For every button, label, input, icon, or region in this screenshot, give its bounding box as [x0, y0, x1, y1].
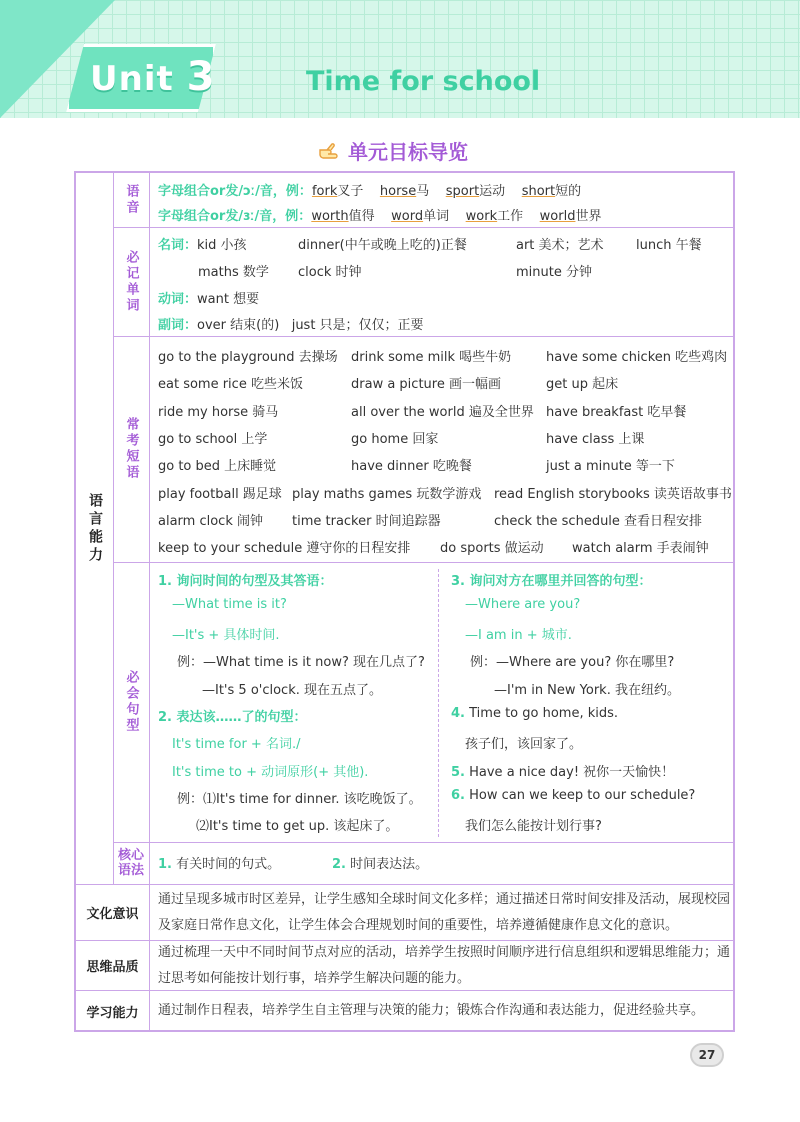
sentence-example: —I'm in New York. 我在纽约。 — [494, 683, 680, 698]
unit-title: Time for school — [306, 66, 541, 97]
phrase: draw a picture 画一幅画 — [351, 377, 501, 392]
sentence-example: 例：—Where are you? 你在哪里? — [470, 655, 675, 670]
divider — [149, 173, 150, 1032]
sentence-example: 例：⑴It's time for dinner. 该吃晚饭了。 — [177, 792, 422, 807]
vocab-word: art 美术；艺术 — [516, 238, 604, 253]
thinking-label: 思维品质 — [86, 959, 139, 975]
unit-number: 3 — [186, 54, 216, 100]
subtitle-text: 单元目标导览 — [348, 140, 468, 164]
vocab-word: clock 时钟 — [298, 265, 362, 280]
divider — [76, 884, 735, 885]
phrase: do sports 做运动 — [440, 541, 544, 556]
phonics-label: 语音 — [123, 184, 139, 216]
unit-label: Unit 3 — [90, 54, 216, 100]
pointing-hand-icon — [318, 141, 342, 161]
sentence-translation: 我们怎么能按计划行事? — [465, 819, 602, 834]
phrase: go to the playground 去操场 — [158, 350, 338, 365]
vocab-word: dinner(中午或晚上吃的)正餐 — [298, 238, 467, 253]
phrase: have class 上课 — [546, 432, 645, 447]
thinking-text: 通过梳理一天中不同时间节点对应的活动，培养学生按照时间顺序进行信息组织和逻辑思维能力；通过思考如何能按计划行事，培养学生解决问题的能力。 — [158, 945, 731, 986]
sentence-translation: 孩子们，该回家了。 — [465, 737, 583, 752]
phrase: have breakfast 吃早餐 — [546, 405, 687, 420]
phrase: keep to your schedule 遵守你的日程安排 — [158, 541, 411, 556]
phrase: go to bed 上床睡觉 — [158, 459, 277, 474]
sentence: —I am in + 城市. — [465, 628, 572, 643]
sentences-label: 必会句型 — [123, 670, 139, 734]
objectives-table — [74, 171, 735, 1032]
sentence-heading: 2. 表达该……了的句型： — [158, 710, 307, 725]
section-subtitle — [318, 136, 468, 165]
page-number: 27 — [690, 1043, 724, 1067]
sentence: It's time for + 名词./ — [172, 737, 301, 752]
grammar-label: 核心语法 — [117, 848, 144, 878]
culture-label: 文化意识 — [86, 906, 139, 922]
vocab-label: 必记单词 — [123, 249, 139, 314]
phrase: have dinner 吃晚餐 — [351, 459, 472, 474]
header-banner — [0, 0, 800, 122]
phrase: drink some milk 喝些牛奶 — [351, 350, 512, 365]
phrase: have some chicken 吃些鸡肉 — [546, 350, 728, 365]
sentence-item: 5. Have a nice day! 祝你一天愉快！ — [451, 765, 675, 780]
vocab-adverb: 副词：over 结束(的) just 只是；仅仅；正要 — [158, 318, 424, 333]
phrase: time tracker 时间追踪器 — [292, 514, 441, 529]
vocab-word: minute 分钟 — [516, 265, 592, 280]
phonics-row-2: 字母组合or发/ɜː/音，例：worth值得 word单词 work工作 world世界 — [158, 209, 602, 224]
phrases-label: 常考短语 — [123, 417, 139, 481]
phrase: alarm clock 闹钟 — [158, 514, 263, 529]
sentence-item: 4. Time to go home, kids. — [451, 706, 619, 721]
phrase: check the schedule 查看日程安排 — [494, 514, 703, 529]
vocab-word: lunch 午餐 — [636, 238, 702, 253]
phrase: go home 回家 — [351, 432, 439, 447]
sentence-item: 6. How can we keep to our schedule? — [451, 788, 696, 803]
grammar-item: 1. 有关时间的句式。 — [158, 857, 281, 872]
sentence-heading: 3. 询问对方在哪里并回答的句型： — [451, 574, 652, 589]
sentence: —Where are you? — [465, 597, 581, 612]
vocab-verb: 动词：want 想要 — [158, 292, 260, 307]
grammar-item: 2. 时间表达法。 — [332, 857, 429, 872]
dashed-divider — [438, 569, 439, 837]
sentence: It's time to + 动词原形(+ 其他). — [172, 765, 369, 780]
divider — [113, 842, 735, 843]
phrase: read English storybooks 读英语故事书 — [494, 487, 732, 502]
phonics-row-1: 字母组合or发/ɔː/音，例：fork叉子 horse马 sport运动 short短的 — [158, 184, 582, 199]
sentence: —It's + 具体时间. — [172, 628, 280, 643]
divider — [113, 562, 735, 563]
sentence-example: 例：—What time is it now? 现在几点了? — [177, 655, 425, 670]
sentence-heading: 1. 询问时间的句型及其答语： — [158, 574, 333, 589]
phrase: watch alarm 手表闹钟 — [572, 541, 709, 556]
phrase: play maths games 玩数学游戏 — [292, 487, 482, 502]
sentence-example: —It's 5 o'clock. 现在五点了。 — [202, 683, 382, 698]
phrase: get up 起床 — [546, 377, 619, 392]
phrase: eat some rice 吃些米饭 — [158, 377, 303, 392]
divider — [113, 336, 735, 337]
phrase: play football 踢足球 — [158, 487, 282, 502]
phrase: just a minute 等一下 — [546, 459, 675, 474]
language-ability-label: 语言能力 — [87, 492, 103, 565]
phrase: all over the world 遍及全世界 — [351, 405, 534, 420]
culture-text: 通过呈现多城市时区差异，让学生感知全球时间文化多样；通过描述日常时间安排及活动，展现校园及家庭日常作息文化，让学生体会合理规划时间的重要性，培养遵循健康作息文化的意识。 — [158, 892, 731, 933]
vocab-word: maths 数学 — [198, 265, 269, 280]
phrase: ride my horse 骑马 — [158, 405, 279, 420]
sentence: —What time is it? — [172, 597, 287, 612]
learning-text: 通过制作日程表，培养学生自主管理与决策的能力；锻炼合作沟通和表达能力，促进经验共享。 — [158, 1003, 705, 1018]
learning-label: 学习能力 — [86, 1005, 139, 1021]
sentence-example: ⑵It's time to get up. 该起床了。 — [196, 819, 399, 834]
vocab-noun-label: 名词：kid 小孩 — [158, 238, 247, 253]
divider — [113, 227, 735, 228]
phrase: go to school 上学 — [158, 432, 268, 447]
